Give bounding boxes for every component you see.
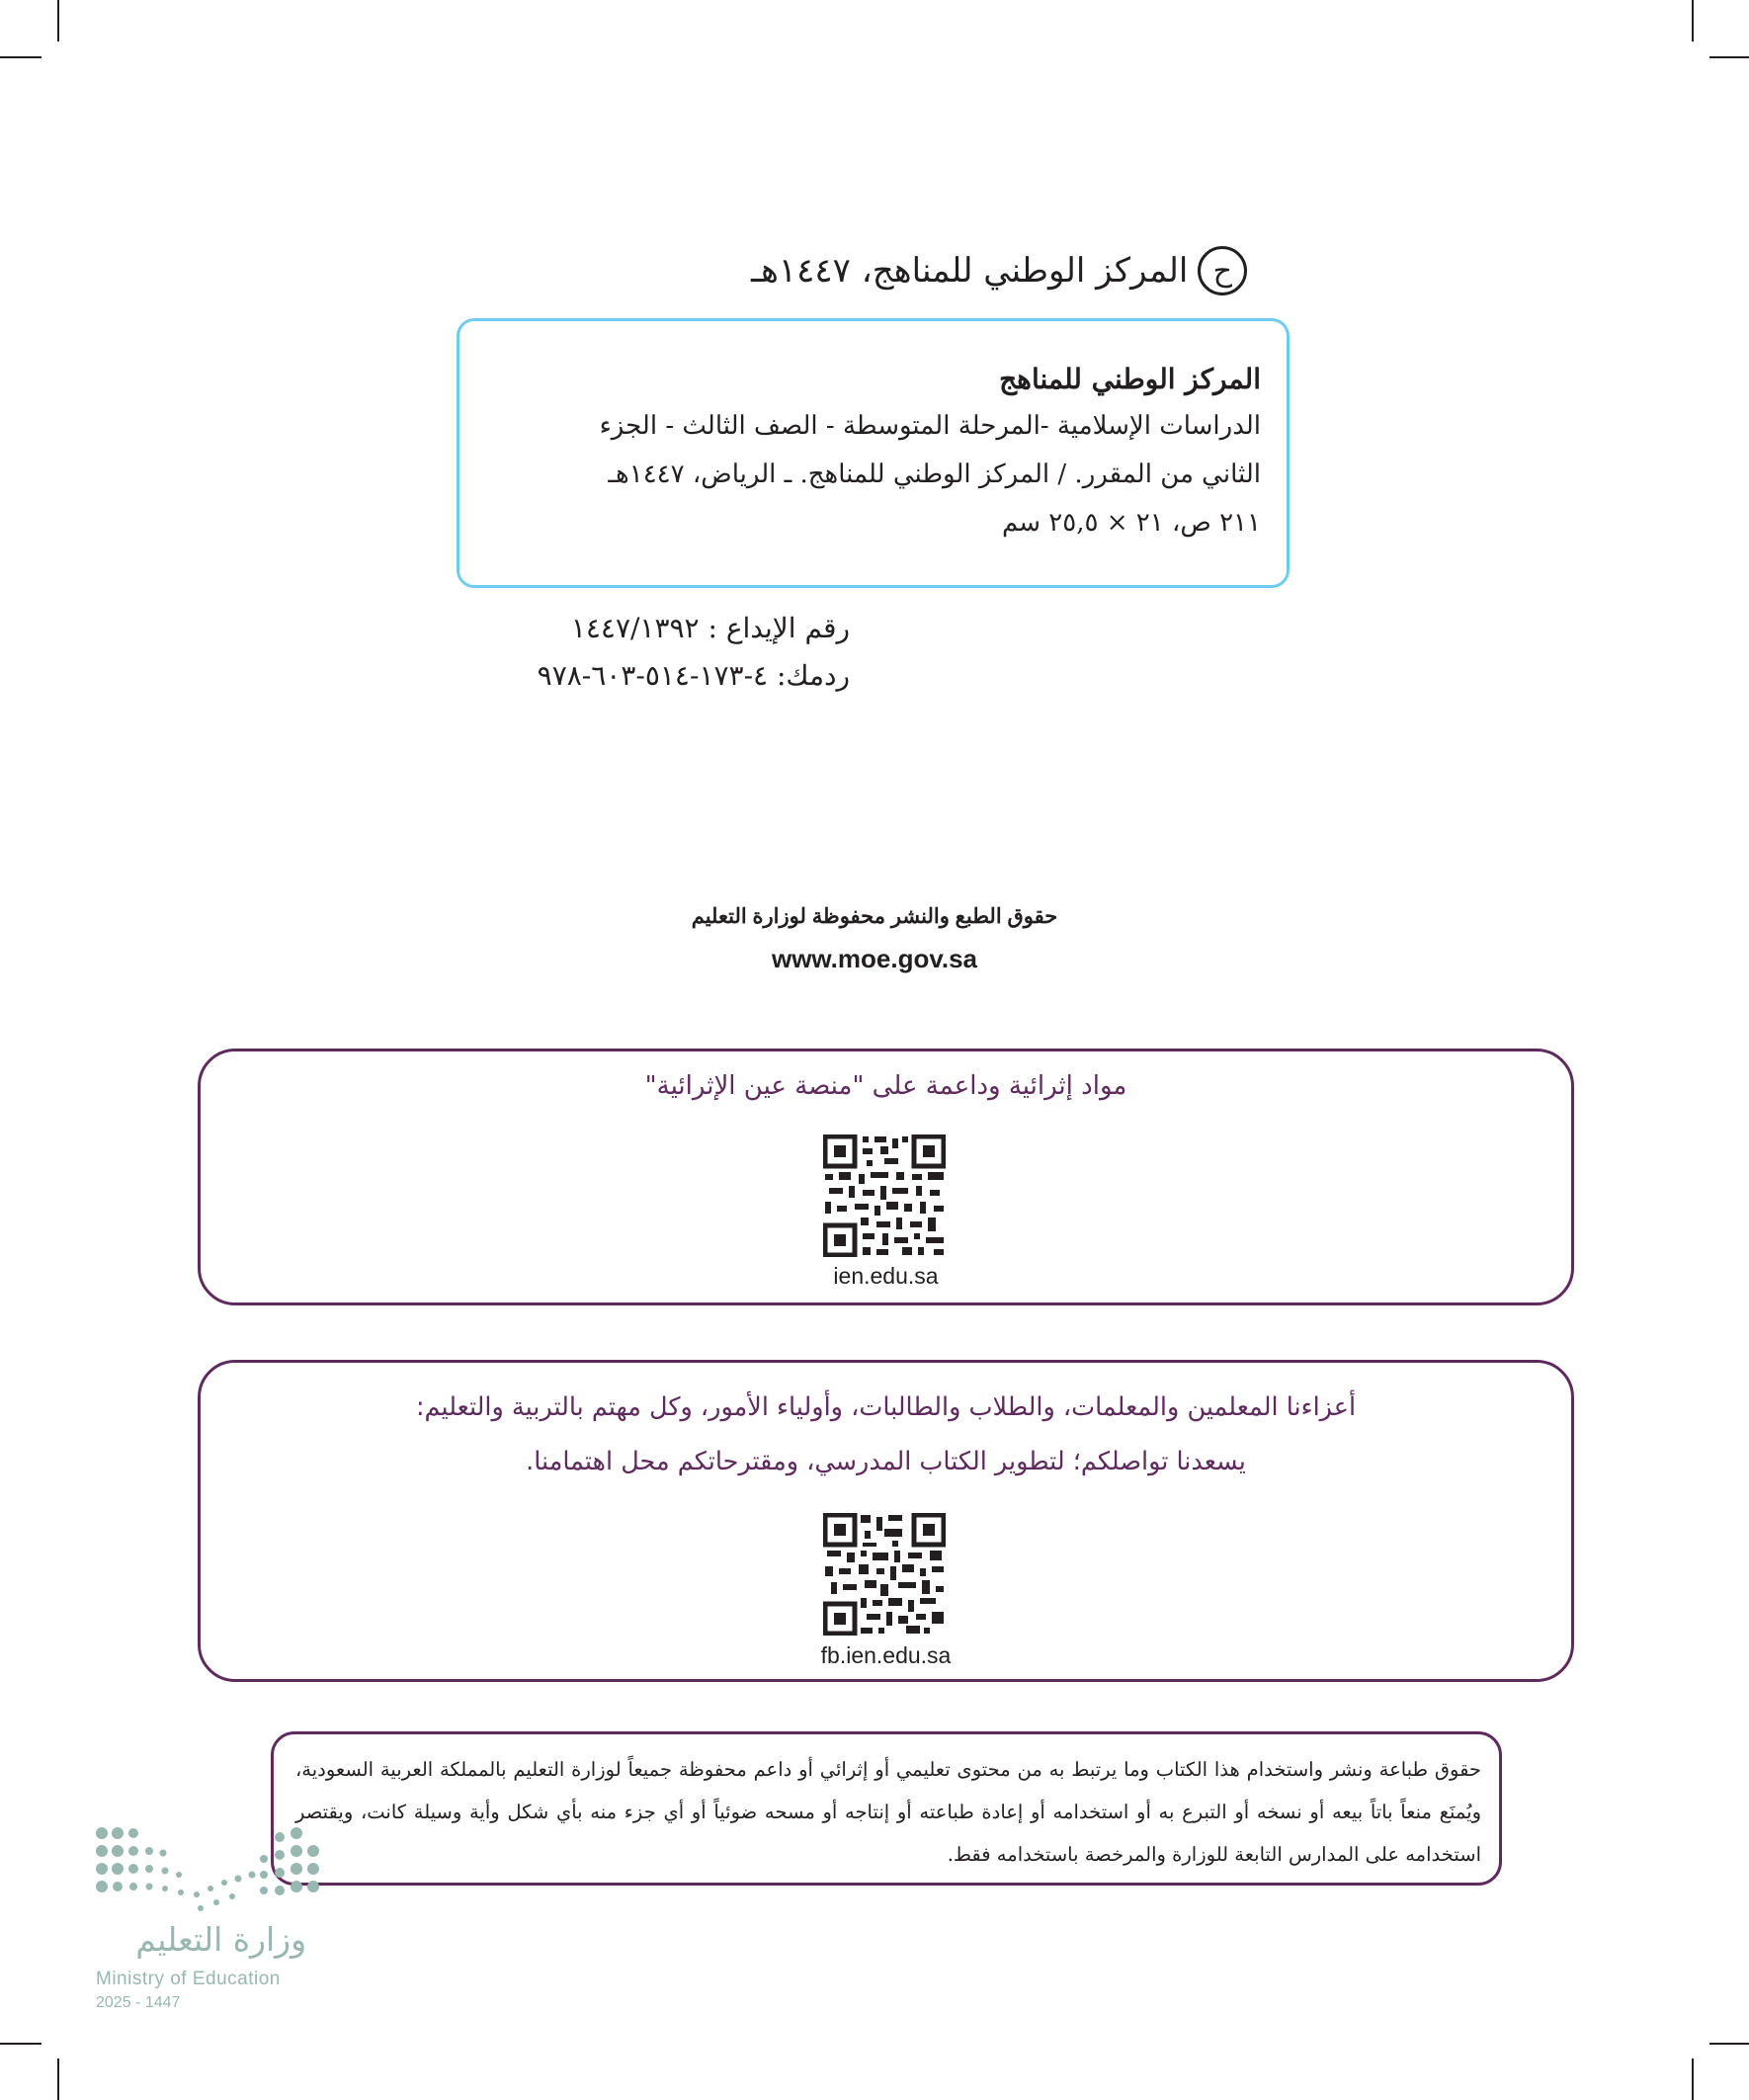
moe-website-link[interactable]: www.moe.gov.sa [771,944,978,973]
feedback-box [198,1360,1574,1682]
catalog-line-2: الثاني من المقرر. / المركز الوطني للمناهج. ـ الرياض، ١٤٤٧هـ [608,460,1261,489]
crop-mark-top-right-h [1709,56,1749,58]
catalog-card [457,318,1290,588]
ministry-year: 2025 - 1447 [96,1994,181,2011]
crop-mark-top-left-v [57,0,59,42]
ien-url[interactable]: ien.edu.sa [833,1263,939,1289]
catalog-line-3: ٢١١ ص، ٢١ × ٢٥,٥ سم [1001,508,1261,538]
crop-mark-top-left-h [0,56,42,58]
catalog-title: المركز الوطني للمناهج [999,363,1261,395]
feedback-url[interactable]: fb.ien.edu.sa [820,1642,952,1668]
legal-notice-box [271,1731,1502,1886]
rights-statement: حقوق الطبع والنشر محفوظة لوزارة التعليم [691,905,1058,928]
feedback-line-1: أعزاءنا المعلمين والمعلمات، والطلاب والطالبات، وأولياء الأمور، وكل مهتم بالتربية والتعليم: [415,1392,1357,1422]
crop-mark-bottom-left-h [0,2043,42,2045]
legal-notice-text: حقوق طباعة ونشر واستخدام هذا الكتاب وما يرتبط به من محتوى تعليمي أو إثرائي أو داعم محفوظة جميعاً لوزارة التعليم بالمملكة العربية السعودية، ويُمنَع منعاً باتاً بيعه أو نسخه أو التبرع به أو استخدامه أو إعادة طباعته أو إنتاجه أو مسحه ضوئياً أو أي جزء منه بأي شكل وأية وسيلة كانت، ويقتصر استخدامه على المدارس التابعة للوزارة والمرخصة باستخدامه فقط. [295,1758,1481,1866]
crop-mark-top-right-v [1692,0,1694,42]
copyright-heading [751,241,1275,300]
deposit-number: رقم الإيداع : ١٤٤٧/١٣٩٢ [570,612,850,644]
ministry-name-arabic: وزارة التعليم [135,1920,306,1959]
ien-qr-code-icon[interactable] [823,1134,946,1257]
ien-platform-box [198,1049,1574,1305]
ministry-logo [94,1823,321,2011]
crop-mark-bottom-left-v [57,2058,59,2100]
copyright-symbol: ح [1198,246,1247,295]
deposit-block [464,605,850,700]
isbn: ردمك: ٤-١٧٣-٥١٤-٦٠٣-٩٧٨ [537,659,850,692]
copyright-text: المركز الوطني للمناهج، ١٤٤٧هـ [751,251,1189,291]
feedback-qr-code-icon[interactable] [823,1513,946,1636]
ien-platform-text: مواد إثرائية وداعمة على "منصة عين الإثرائية" [644,1071,1127,1101]
feedback-line-2: يسعدنا تواصلكم؛ لتطوير الكتاب المدرسي، ومقترحاتكم محل اهتمامنا. [526,1447,1246,1476]
crop-mark-bottom-right-v [1692,2058,1694,2100]
ministry-dots-emblem-icon [94,1823,321,1917]
ministry-name-english: Ministry of Education [96,1969,281,1989]
catalog-lines [600,357,1261,547]
catalog-line-1: الدراسات الإسلامية -المرحلة المتوسطة - الصف الثالث - الجزء [599,411,1261,441]
crop-mark-bottom-right-h [1709,2043,1749,2045]
